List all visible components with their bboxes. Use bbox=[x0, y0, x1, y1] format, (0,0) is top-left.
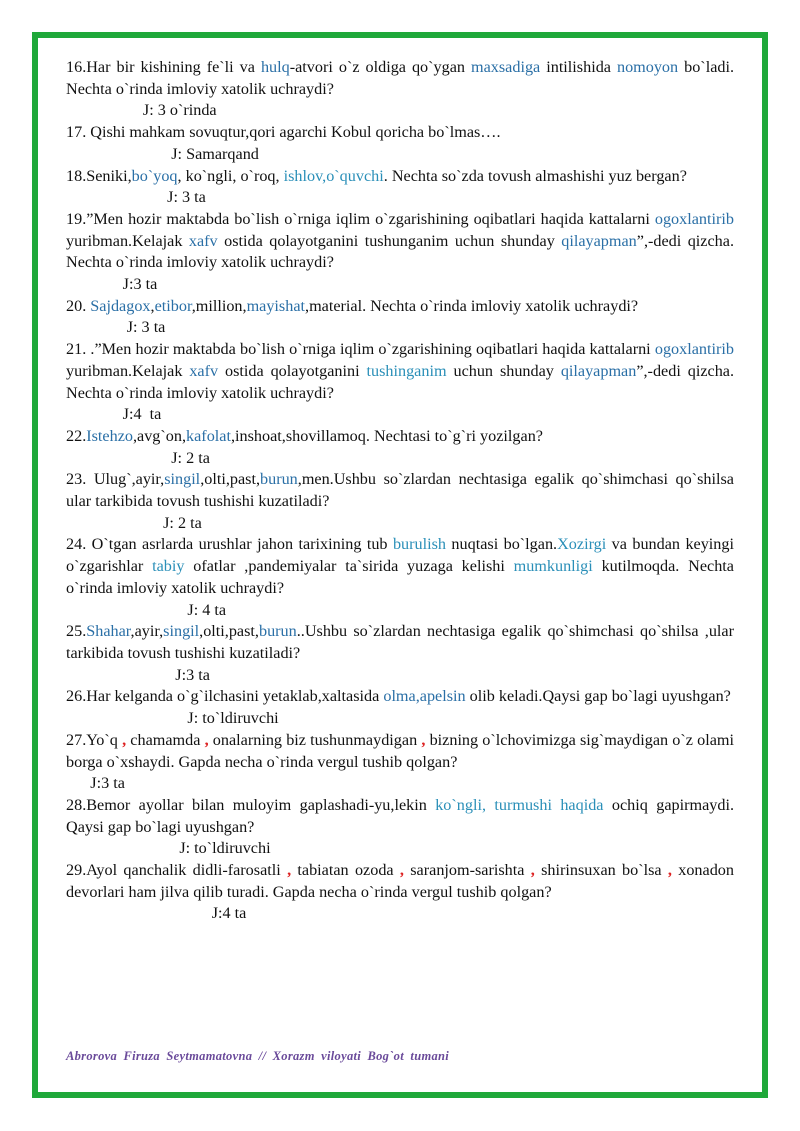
answer-line: J: to`ldiruvchi bbox=[66, 709, 279, 728]
text-segment: 29.Ayol qanchalik didli-farosatli bbox=[66, 861, 288, 880]
question-text bbox=[66, 686, 734, 708]
answer-line: J: 3 ta bbox=[66, 318, 166, 337]
question-text bbox=[66, 339, 734, 404]
question-text bbox=[66, 469, 734, 512]
question-text bbox=[66, 795, 734, 838]
text-segment: ostida qolayotganini bbox=[218, 361, 367, 380]
highlighted-word: Sajdagox bbox=[90, 296, 151, 315]
highlighted-word: , bbox=[204, 730, 209, 749]
text-segment: ,million, bbox=[191, 296, 247, 315]
text-segment: ,olti,past, bbox=[199, 622, 259, 641]
text-segment: tabiatan ozoda bbox=[291, 861, 400, 880]
text-segment: nuqtasi bo`lgan. bbox=[446, 535, 558, 554]
text-segment: uchun shunday bbox=[446, 361, 561, 380]
highlighted-word: ko`ngli, turmushi haqida bbox=[435, 795, 604, 814]
text-segment: shirinsuxan bo`lsa bbox=[534, 861, 668, 880]
answer-line: J: 3 o`rinda bbox=[66, 101, 217, 120]
highlighted-word: , bbox=[421, 730, 426, 749]
text-segment: . Nechta so`zda tovush almashishi yuz bergan? bbox=[383, 166, 687, 185]
highlighted-word: singil bbox=[163, 622, 200, 641]
text-segment: va bundan keyingi o`zgarishlar bbox=[66, 535, 734, 576]
text-segment: 24. O`tgan asrlarda urushlar jahon tarixining tub bbox=[66, 535, 393, 554]
highlighted-word: , bbox=[399, 861, 404, 880]
question-text bbox=[66, 426, 734, 448]
highlighted-word: xafv bbox=[188, 231, 218, 250]
question-text bbox=[66, 534, 734, 599]
answer-line: J:3 ta bbox=[66, 275, 158, 294]
text-segment: ,men.Ushbu so`zlardan nechtasiga egalik qo`shimchasi qo`shilsa ular tarkibida tovush tushishi kuzatiladi? bbox=[66, 470, 734, 511]
question-text bbox=[66, 122, 734, 144]
question-list bbox=[66, 57, 734, 925]
text-segment: xonadon devorlari ham jilva qilib turadi. Gapda necha o`rinda vergul tushib qolgan? bbox=[66, 861, 734, 901]
highlighted-word: , bbox=[122, 730, 127, 749]
answer-line: J:3 ta bbox=[66, 665, 210, 684]
text-segment: 25. bbox=[66, 622, 87, 641]
answer-line: J: to`ldiruvchi bbox=[66, 839, 271, 858]
highlighted-word: maxsadiga bbox=[471, 58, 541, 76]
text-segment: onalarning biz tushunmaydigan bbox=[208, 730, 422, 749]
text-segment: ,olti,past, bbox=[200, 470, 260, 489]
question-text bbox=[66, 860, 734, 903]
highlighted-word: qilayapman bbox=[561, 231, 637, 250]
highlighted-word: kafolat bbox=[186, 426, 231, 445]
text-segment: -atvori o`z oldiga qo`ygan bbox=[289, 58, 471, 76]
highlighted-word: olma,apelsin bbox=[383, 687, 466, 706]
highlighted-word: mumkunligi bbox=[513, 557, 593, 576]
text-segment: ofatlar ,pandemiyalar ta`sirida yuzaga kelishi bbox=[184, 557, 514, 576]
text-segment: olib keladi.Qaysi gap bo`lagi uyushgan? bbox=[465, 687, 731, 706]
text-segment: ,material. Nechta o`rinda imloviy xatolik uchraydi? bbox=[305, 296, 639, 315]
text-segment: 21. .”Men hozir maktabda bo`lish o`rniga iqlim o`zgarishining oqibatlari haqida kattalarni bbox=[66, 340, 655, 359]
highlighted-word: ishlov,o`quvchi bbox=[283, 166, 384, 185]
text-segment: ”,-dedi qizcha. Nechta o`rinda imloviy xatolik uchraydi? bbox=[66, 231, 735, 272]
highlighted-word: Istehzo bbox=[86, 426, 133, 445]
text-segment: 19.”Men hozir maktabda bo`lish o`rniga iqlim o`zgarishining oqibatlari haqida kattalarni bbox=[66, 209, 655, 228]
highlighted-word: , bbox=[667, 861, 672, 880]
text-segment: 26.Har kelganda o`g`ilchasini yetaklab,xaltasida bbox=[66, 687, 384, 706]
highlighted-word: burulish bbox=[392, 535, 447, 554]
highlighted-word: burun bbox=[258, 622, 297, 641]
text-segment: bizning o`lchovimizga sig`maydigan o`z olami borga o`xshaydi. Gapda necha o`rinda vergul tushib qolgan? bbox=[66, 730, 734, 771]
highlighted-word: Shahar bbox=[86, 622, 131, 641]
text-segment: 28.Bemor ayollar bilan muloyim gaplashadi-yu,lekin bbox=[66, 795, 436, 814]
text-segment: 16.Har bir kishining fe`li va bbox=[66, 58, 261, 76]
highlighted-word: Xozirgi bbox=[557, 535, 607, 554]
question-text bbox=[66, 621, 734, 664]
text-segment: 17. Qishi mahkam sovuqtur,qori agarchi Kobul qoricha bo`lmas…. bbox=[66, 123, 501, 142]
answer-line: J: Samarqand bbox=[66, 144, 259, 163]
text-segment: , ko`ngli, o`roq, bbox=[177, 166, 284, 185]
text-segment: , bbox=[150, 296, 155, 315]
text-segment: 20. bbox=[66, 296, 91, 315]
highlighted-word: burun bbox=[260, 470, 298, 489]
text-segment: bo`ladi. Nechta o`rinda imloviy xatolik uchraydi? bbox=[66, 58, 735, 98]
text-segment: saranjom-sarishta bbox=[403, 861, 531, 880]
highlighted-word: mayishat bbox=[246, 296, 306, 315]
question-text bbox=[66, 730, 734, 773]
text-segment: ,ayir, bbox=[130, 622, 164, 641]
text-segment: yuribman.Kelajak bbox=[66, 231, 189, 250]
text-segment: 27.Yo`q bbox=[66, 730, 123, 749]
answer-line: J:4 ta bbox=[66, 405, 162, 424]
question-text bbox=[66, 57, 734, 100]
answer-line: J:3 ta bbox=[66, 774, 125, 793]
text-segment: ochiq gapirmaydi. Qaysi gap bo`lagi uyushgan? bbox=[66, 795, 735, 836]
author-footer: Abrorova Firuza Seytmamatovna // Xorazm viloyati Bog`ot tumani bbox=[66, 1049, 450, 1063]
text-segment: chamamda bbox=[126, 730, 205, 749]
question-text bbox=[66, 166, 734, 188]
highlighted-word: bo`yoq bbox=[131, 166, 178, 185]
text-segment: 18.Seniki, bbox=[66, 166, 132, 185]
highlighted-word: ogoxlantirib bbox=[654, 340, 734, 359]
highlighted-word: ogoxlantirib bbox=[654, 209, 734, 228]
highlighted-word: tabiy bbox=[152, 557, 185, 576]
text-segment: yuribman.Kelajak bbox=[66, 361, 190, 380]
highlighted-word: tushinganim bbox=[366, 361, 447, 380]
question-text bbox=[66, 209, 734, 274]
answer-line: J: 4 ta bbox=[66, 600, 227, 619]
highlighted-word: xafv bbox=[189, 361, 219, 380]
text-segment: ”,-dedi qizcha. Nechta o`rinda imloviy xatolik uchraydi? bbox=[66, 361, 735, 402]
highlighted-word: etibor bbox=[154, 296, 192, 315]
text-segment: intilishida bbox=[540, 58, 617, 76]
highlighted-word: nomoyon bbox=[616, 58, 679, 76]
highlighted-word: singil bbox=[164, 470, 201, 489]
text-segment: kutilmoqda. Nechta o`rinda imloviy xatolik uchraydi? bbox=[66, 557, 734, 597]
highlighted-word: hulq bbox=[260, 58, 290, 76]
question-text bbox=[66, 296, 734, 318]
answer-line: J: 3 ta bbox=[66, 188, 206, 207]
highlighted-word: , bbox=[530, 861, 535, 880]
highlighted-word: qilayapman bbox=[560, 361, 637, 380]
text-segment: 23. Ulug`,ayir, bbox=[66, 470, 165, 489]
highlighted-word: , bbox=[287, 861, 292, 880]
answer-line: J: 2 ta bbox=[66, 448, 210, 467]
text-segment: ,inshoat,shovillamoq. Nechtasi to`g`ri yozilgan? bbox=[230, 426, 543, 445]
text-segment: ..Ushbu so`zlardan nechtasiga egalik qo`shimchasi qo`shilsa ,ular tarkibida tovush tushishi kuzatiladi? bbox=[66, 622, 734, 662]
text-segment: ostida qolayotganini tushunganim uchun shunday bbox=[217, 231, 562, 250]
text-segment: 22. bbox=[66, 426, 87, 445]
answer-line: J:4 ta bbox=[66, 904, 247, 923]
answer-line: J: 2 ta bbox=[66, 513, 202, 532]
text-segment: ,avg`on, bbox=[132, 426, 187, 445]
